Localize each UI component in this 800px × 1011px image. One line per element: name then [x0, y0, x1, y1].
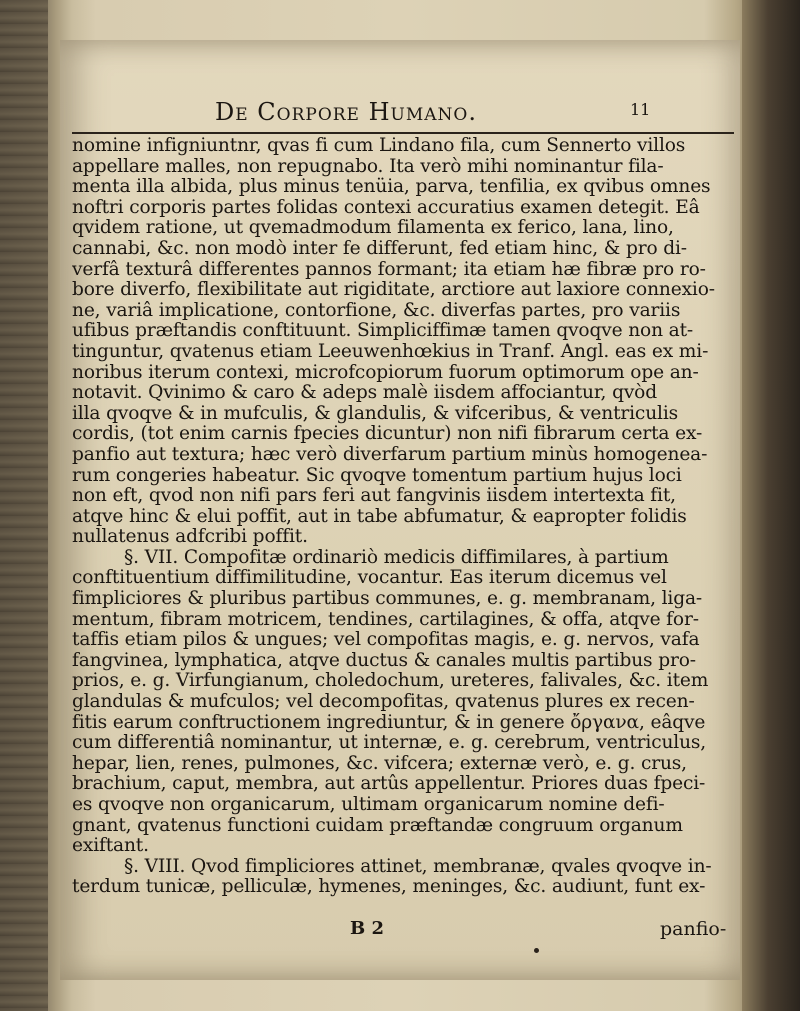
book-right-edge: [742, 0, 800, 1011]
book-page: [60, 40, 740, 980]
text-line: appellare malles, non repugnabo. Ita verò mihi nominantur fila-: [72, 156, 664, 177]
text-line: menta illa albida, plus minus tenüia, parva, tenfilia, ex qvibus omnes: [72, 177, 711, 198]
text-line: fimpliciores & pluribus partibus communes, e. g. membranam, liga-: [72, 589, 703, 610]
text-line: gnant, qvatenus functioni cuidam præftandæ congruum organum: [72, 815, 683, 836]
text-line: qvidem ratione, ut qvemadmodum filamenta ex ferico, lana, lino,: [72, 218, 674, 239]
text-line: prios, e. g. Virfungianum, choledochum, ureteres, falivales, &c. item: [72, 671, 709, 692]
text-line: mentum, fibram motricem, tendines, cartilagines, & offa, atqve for-: [72, 609, 699, 630]
text-line: conftituentium diffimilitudine, vocantur. Eas iterum dicemus vel: [72, 568, 667, 589]
page-footer: [60, 918, 740, 942]
text-line: ne, variâ implicatione, contorfione, &c. diverfas partes, pro variis: [72, 300, 681, 321]
text-line: verfâ texturâ differentes pannos formant; ita etiam hæ fibræ pro ro-: [72, 259, 706, 280]
text-line: noribus iterum contexi, microfcopiorum fuorum optimorum ope an-: [72, 362, 699, 383]
text-line: cum differentiâ nominantur, ut internæ, e. g. cerebrum, ventriculus,: [72, 733, 707, 754]
text-line: noftri corporis partes folidas contexi accuratius examen detegit. Eâ: [72, 197, 700, 218]
text-line: ufibus præftandis conftituunt. Simpliciffimæ tamen qvoqve non at-: [72, 321, 694, 342]
text-line: brachium, caput, membra, aut artûs appellentur. Priores duas fpeci-: [72, 774, 706, 795]
text-line: nullatenus adfcribi poffit.: [72, 527, 308, 548]
text-line: glandulas & mufculos; vel decompofitas, qvatenus plures ex recen-: [72, 692, 695, 713]
body-text: [72, 136, 742, 898]
text-line: atqve hinc & elui poffit, aut in tabe abfumatur, & eapropter folidis: [72, 506, 687, 527]
text-line: notavit. Qvinimo & caro & adeps malè iisdem affociantur, qvòd: [72, 383, 657, 404]
text-line: taffis etiam pilos & ungues; vel compofitas magis, e. g. nervos, vafa: [72, 630, 700, 651]
signature-mark: B 2: [350, 918, 385, 939]
text-line: bore diverfo, flexibilitate aut rigiditate, arctiore aut laxiore connexio-: [72, 280, 715, 301]
ink-dot: [534, 948, 539, 953]
catchword: panfio-: [660, 918, 727, 940]
section-heading-line: §. VII. Compofitæ ordinariò medicis diffimilares, à partium: [124, 547, 669, 568]
text-line: es qvoqve non organicarum, ultimam organicarum nomine defi-: [72, 795, 665, 815]
book-left-edge: [0, 0, 48, 1011]
text-line: fitis earum conftructionem ingrediuntur, & in genere ὄργανα, eâqve: [72, 712, 706, 733]
text-line: hepar, lien, renes, pulmones, &c. vifcera; externæ verò, e. g. crus,: [72, 753, 687, 774]
text-line: illa qvoqve & in mufculis, & glandulis, & vifceribus, & ventriculis: [72, 403, 679, 424]
text-line: cordis, (tot enim carnis fpecies dicuntur) non nifi fibrarum certa ex-: [72, 424, 703, 445]
running-head: [60, 98, 740, 128]
text-line: non eft, qvod non nifi pars feri aut fangvinis iisdem intertexta fit,: [72, 486, 676, 507]
text-line: fangvinea, lymphatica, atqve ductus & canales multis partibus pro-: [72, 650, 696, 671]
text-line: panfio aut textura; hæc verò diverfarum partium minùs homogenea-: [72, 444, 708, 465]
running-head-title: De Corpore Humano.: [215, 98, 477, 126]
text-line: tinguntur, qvatenus etiam Leeuwenhœkius in Tranf. Angl. eas ex mi-: [72, 341, 709, 362]
header-rule: [72, 132, 734, 134]
section-heading-line: §. VIII. Qvod fimpliciores attinet, membranæ, qvales qvoqve in-: [124, 856, 712, 877]
text-line: nomine infigniuntnr, qvas fi cum Lindano fila, cum Sennerto villos: [72, 136, 686, 156]
text-line: cannabi, &c. non modò inter fe differunt, fed etiam hinc, & pro di-: [72, 238, 687, 259]
page-number: 11: [630, 100, 651, 119]
text-line: terdum tunicæ, pelliculæ, hymenes, meninges, &c. audiunt, funt ex-: [72, 877, 706, 898]
text-line: exiftant.: [72, 836, 149, 857]
text-line: rum congeries habeatur. Sic qvoqve tomentum partium hujus loci: [72, 465, 682, 486]
